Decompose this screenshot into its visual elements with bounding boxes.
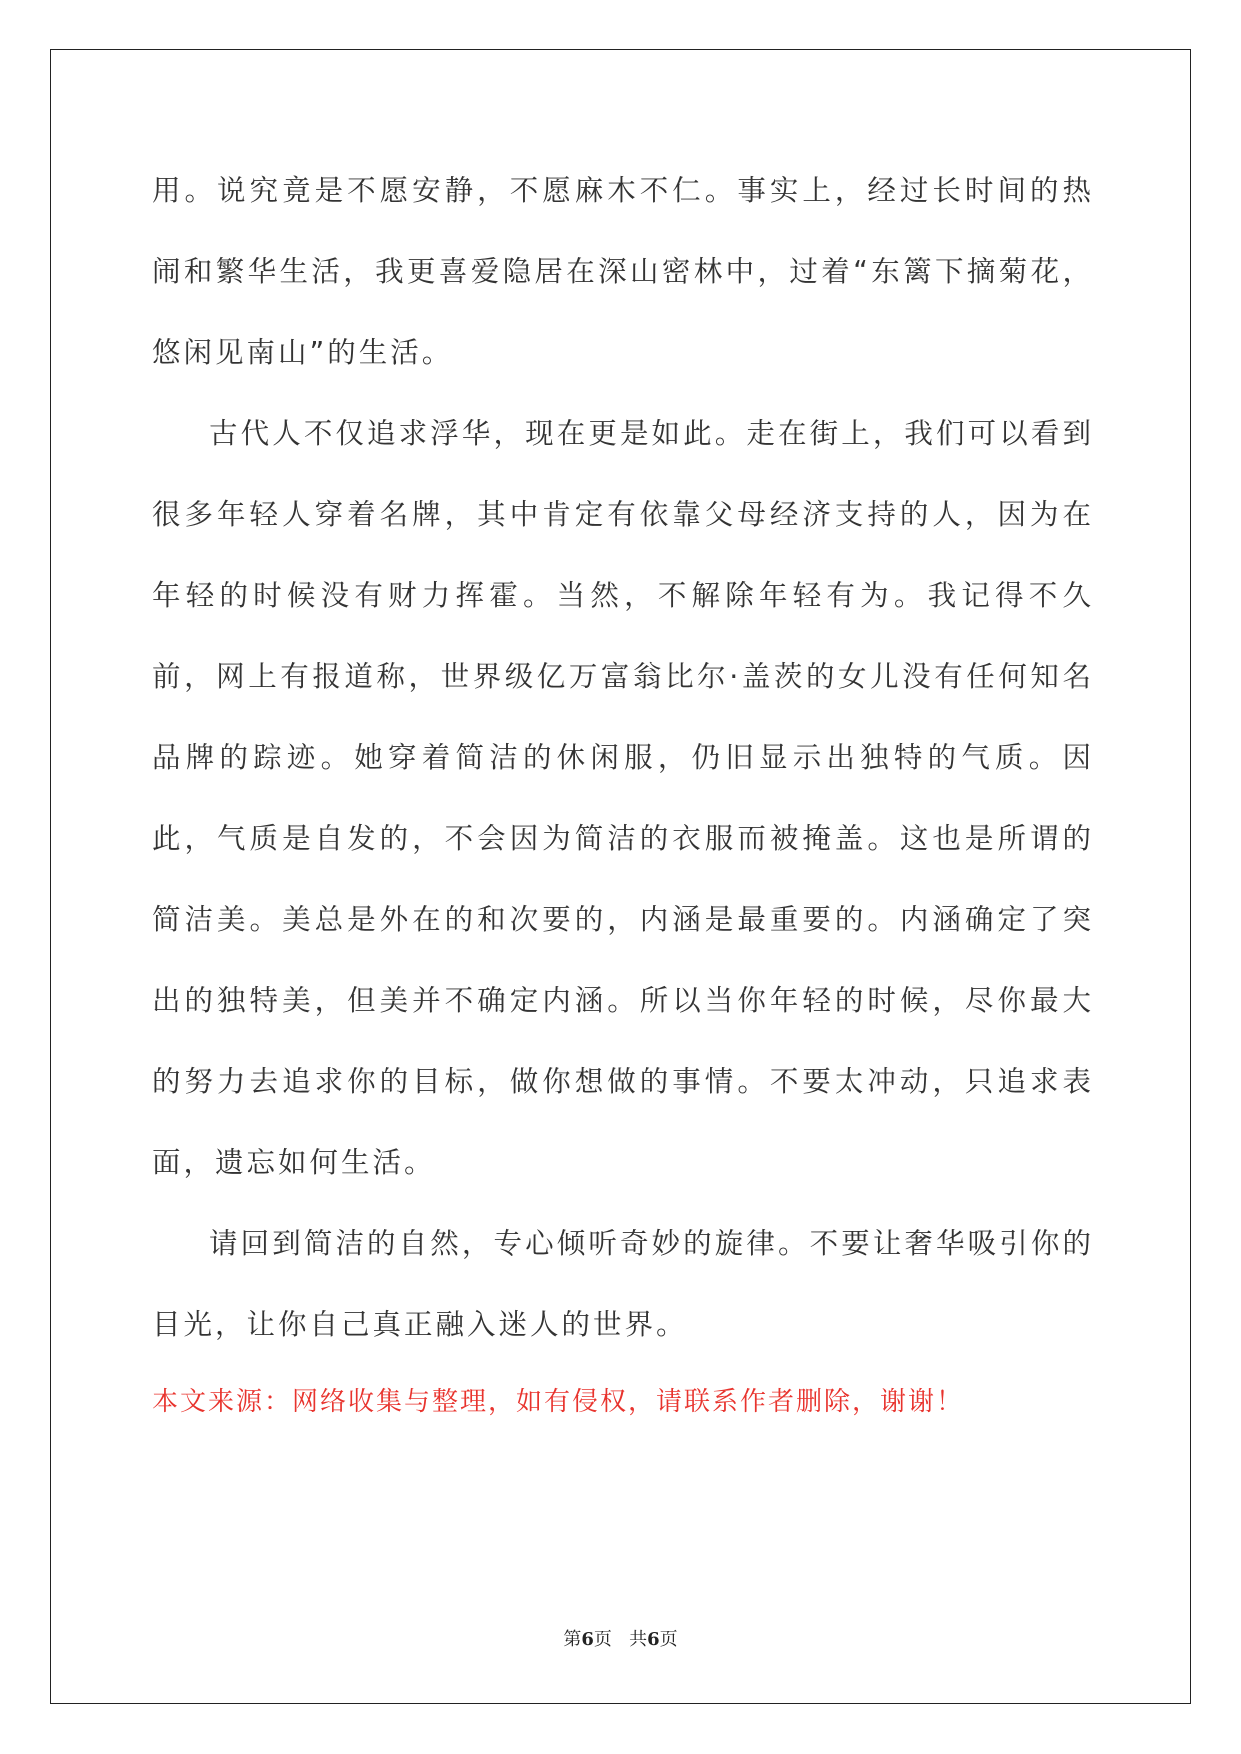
document-body [152, 150, 1094, 1365]
footer-total-pages: 6 [647, 1629, 660, 1650]
footer-middle: 页 共 [593, 1629, 648, 1650]
paragraph-1: 用。说究竟是不愿安静，不愿麻木不仁。事实上，经过长时间的热闹和繁华生活，我更喜爱隐居在深山密林中，过着“东篱下摘菊花，悠闲见南山”的生活。 [152, 174, 1094, 369]
footer-current-page: 6 [581, 1629, 594, 1650]
source-note: 本文来源：网络收集与整理，如有侵权，请联系作者删除，谢谢！ [152, 1387, 965, 1417]
page-footer [0, 1628, 1241, 1652]
paragraph-3: 请回到简洁的自然，专心倾听奇妙的旋律。不要让奢华吸引你的目光，让你自己真正融入迷人的世界。 [152, 1227, 1094, 1341]
footer-suffix: 页 [659, 1629, 678, 1650]
paragraph-2: 古代人不仅追求浮华，现在更是如此。走在街上，我们可以看到很多年轻人穿着名牌，其中肯定有依靠父母经济支持的人，因为在年轻的时候没有财力挥霍。当然，不解除年轻有为。我记得不久前，网上有报道称，世界级亿万富翁比尔·盖茨的女儿没有任何知名品牌的踪迹。她穿着简洁的休闲服，仍旧显示出独特的气质。因此，气质是自发的，不会因为简洁的衣服而被掩盖。这也是所谓的简洁美。美总是外在的和次要的，内涵是最重要的。内涵确定了突出的独特美，但美并不确定内涵。所以当你年轻的时候，尽你最大的努力去追求你的目标，做你想做的事情。不要太冲动，只追求表面，遗忘如何生活。 [152, 417, 1094, 1179]
footer-prefix: 第 [563, 1629, 582, 1650]
